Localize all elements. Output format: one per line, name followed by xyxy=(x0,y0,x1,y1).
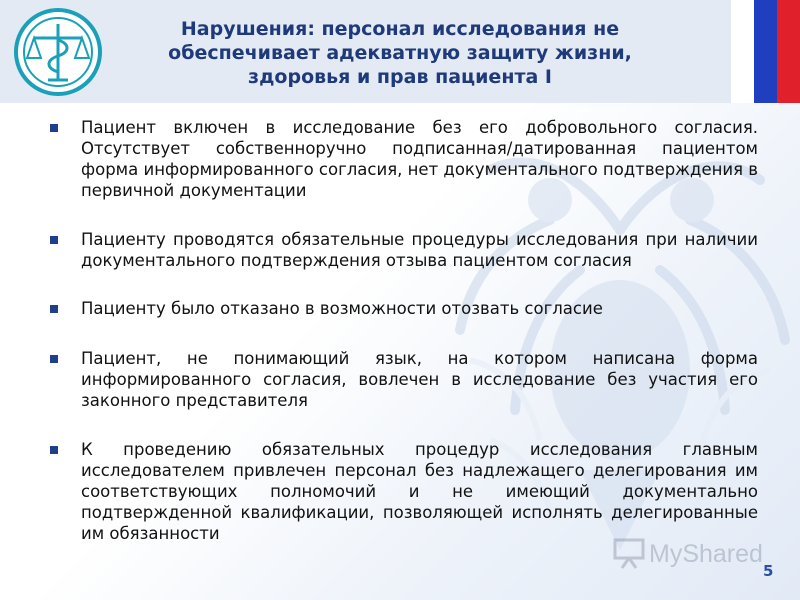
caduceus-scales-logo-icon xyxy=(12,6,104,98)
header-band xyxy=(0,0,800,103)
bullet-text: К проведению обязательных процедур исследования главным исследователем привлечен персонал без надлежащего делегирования им соответствующих полномочий и не имеющий документально подтвержденной квалификации, позволяющей исполнять делегированные им обязанности xyxy=(81,440,758,543)
square-bullet-icon xyxy=(50,446,58,454)
list-item xyxy=(50,439,758,544)
square-bullet-icon xyxy=(50,355,58,363)
list-item xyxy=(50,229,758,271)
russian-flag-icon xyxy=(731,0,800,103)
square-bullet-icon xyxy=(50,236,58,244)
square-bullet-icon xyxy=(50,124,58,132)
list-item xyxy=(50,348,758,411)
slide-title xyxy=(160,17,640,89)
list-item xyxy=(50,298,758,319)
square-bullet-icon xyxy=(50,305,58,313)
bullet-text: Пациенту проводятся обязательные процедуры исследования при наличии документального подтверждения отзыва пациентом согласия xyxy=(81,230,758,270)
presentation-board-icon xyxy=(612,536,646,570)
list-item xyxy=(50,117,758,201)
bullet-text: Пациенту было отказано в возможности отозвать согласие xyxy=(81,299,603,318)
bullet-text: Пациент включен в исследование без его добровольного согласия. Отсутствует собственноручно подписанная/датированная пациентом форма информированного согласия, нет документального подтверждения в первичной документации xyxy=(81,118,759,200)
presentation-watermark-icon xyxy=(612,536,762,576)
page-number: 5 xyxy=(763,562,774,580)
bullet-list xyxy=(50,117,758,544)
title-line: обеспечивает адекватную защиту жизни, xyxy=(168,42,632,64)
bullet-text: Пациент, не понимающий язык, на котором написана форма информированного согласия, вовлечен в исследование без участия его законного представителя xyxy=(81,349,758,410)
watermark-text: MyShared xyxy=(649,540,763,568)
title-line: здоровья и прав пациента I xyxy=(248,66,552,88)
title-line: Нарушения: персонал исследования не xyxy=(180,18,620,40)
